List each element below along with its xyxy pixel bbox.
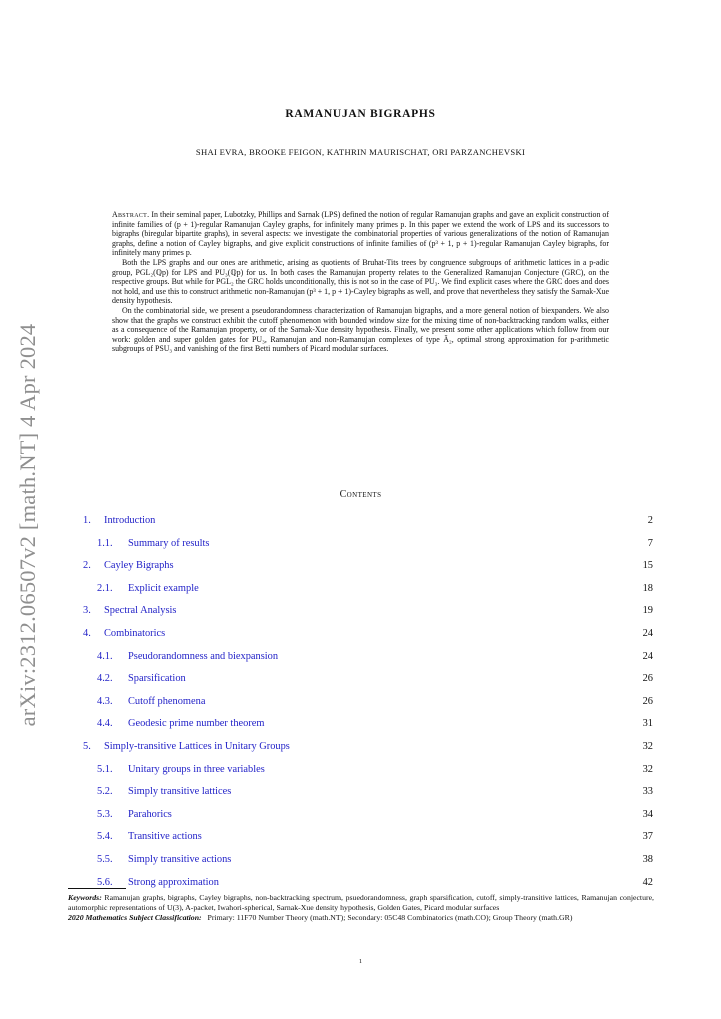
msc-text: Primary: 11F70 Number Theory (math.NT); Secondary: 05C48 Combinatorics (math.CO); Group Theory (math.GR) bbox=[207, 912, 573, 922]
toc-entry-number[interactable]: 5.3. bbox=[97, 808, 113, 820]
toc-entry-page: 24 bbox=[642, 627, 653, 639]
abstract-paragraph-3: On the combinatorial side, we present a pseudorandomness characterization of Ramanujan bigraphs, and a more general notion of biexpanders. We also show that the graphs we construct exhibit the cutoff phenomenon with bounded window size for the mixing time of non-backtracking random walks, either as a consequence of the Ramanujan property, or of the Sarnak-Xue density hypothesis. Finally, we present some other applications which follow from our work: golden and super golden gates for PU₃, Ramanujan and non-Ramanujan complexes of type Ã₂, optimal strong approximation for p-arithmetic subgroups of PSU₃ and vanishing of the first Betti numbers of Picard modular surfaces. bbox=[112, 305, 609, 354]
footnote-rule bbox=[68, 888, 126, 889]
toc-entry-number[interactable]: 3. bbox=[83, 605, 91, 617]
toc-entry-number[interactable]: 4.4. bbox=[97, 718, 113, 730]
toc-entry[interactable] bbox=[83, 782, 653, 805]
toc-entry-number[interactable]: 4.3. bbox=[97, 695, 113, 707]
msc-line bbox=[68, 913, 654, 923]
toc-entry-link[interactable]: Simply transitive actions bbox=[128, 853, 232, 865]
toc-entry-number[interactable]: 5.2. bbox=[97, 786, 113, 798]
toc-entry-number[interactable]: 2. bbox=[83, 560, 91, 572]
toc-entry-number[interactable]: 5.4. bbox=[97, 831, 113, 843]
toc-entry-page: 34 bbox=[642, 808, 653, 820]
toc-entry-page: 31 bbox=[642, 718, 653, 730]
toc-entry-link[interactable]: Unitary groups in three variables bbox=[128, 763, 265, 775]
page-number: 1 bbox=[358, 958, 363, 965]
toc-entry-page: 19 bbox=[642, 605, 653, 617]
toc-entry[interactable] bbox=[83, 850, 653, 873]
arxiv-identifier[interactable]: arXiv:2312.06507v2 [math.NT] 4 Apr 2024 bbox=[15, 323, 40, 727]
toc-entry[interactable] bbox=[83, 647, 653, 670]
toc-entry-number[interactable]: 5.6. bbox=[97, 876, 113, 888]
toc-entry-page: 18 bbox=[642, 582, 653, 594]
keywords-line bbox=[68, 893, 654, 913]
toc-entry[interactable] bbox=[83, 669, 653, 692]
toc-entry-link[interactable]: Cayley Bigraphs bbox=[104, 560, 174, 572]
toc-entry-page: 42 bbox=[642, 876, 653, 888]
abstract-paragraph-2: Both the LPS graphs and our ones are arithmetic, arising as quotients of Bruhat-Tits trees by congruence subgroups of arithmetic lattices in a p-adic group, PGL₂(ℚp) for LPS and PU₃(ℚp) for us. In both cases the Ramanujan property relates to the Generalized Ramanujan Conjecture (GRC), on the respective groups. But while for PGL₂ the GRC holds unconditionally, this is not so in the case of PU₃. We find explicit cases where the GRC does and does not hold, and use this to construct arithmetic non-Ramanujan (p³ + 1, p + 1)-Cayley bigraphs as well, and prove that nevertheless they satisfy the Sarnak-Xue density hypothesis. bbox=[112, 257, 609, 306]
toc-entry-page: 37 bbox=[642, 831, 653, 843]
toc-entry-link[interactable]: Combinatorics bbox=[104, 627, 166, 639]
abstract-text-1: In their seminal paper, Lubotzky, Phillips and Sarnak (LPS) defined the notion of regular Ramanujan graphs and gave an explicit construction of infinite families of (p + 1)-regular Ramanujan Cayley graphs, for infinitely many primes p. In this paper we extend the work of LPS and its successors to bigraphs (biregular bipartite graphs), in several aspects: we investigate the combinatorial properties of various generalizations of the notion of Ramanujan graphs, define a notion of Cayley bigraphs, and give explicit constructions of infinite families of (p³ + 1, p + 1)-regular Ramanujan Cayley bigraphs, for infinitely many primes p. bbox=[112, 210, 609, 258]
toc-entry-link[interactable]: Spectral Analysis bbox=[104, 605, 177, 617]
toc-entry-number[interactable]: 1. bbox=[83, 515, 91, 526]
arxiv-sidebar-stamp bbox=[0, 300, 56, 750]
toc-entry-number[interactable]: 1.1. bbox=[97, 537, 113, 549]
paper-title: RAMANUJAN BIGRAPHS bbox=[285, 108, 436, 120]
toc-entry[interactable] bbox=[83, 805, 653, 828]
contents-heading: Contents bbox=[339, 489, 382, 500]
keywords-label: Keywords: bbox=[68, 893, 102, 902]
toc-entry[interactable] bbox=[83, 827, 653, 850]
toc-entry[interactable] bbox=[83, 534, 653, 557]
toc-entry-number[interactable]: 5. bbox=[83, 740, 91, 752]
toc-entry[interactable] bbox=[83, 579, 653, 602]
toc-entry-page: 24 bbox=[642, 650, 653, 662]
toc-entry-number[interactable]: 4.2. bbox=[97, 673, 113, 685]
toc-entry[interactable] bbox=[83, 624, 653, 647]
toc-entry-page: 38 bbox=[642, 853, 653, 865]
toc-entry[interactable] bbox=[83, 556, 653, 579]
toc-entry-page: 26 bbox=[642, 673, 653, 685]
toc-entry-page: 7 bbox=[647, 537, 653, 549]
abstract-heading: Abstract. bbox=[112, 210, 150, 219]
msc-label: 2020 Mathematics Subject Classification: bbox=[68, 912, 202, 922]
abstract-paragraph-1 bbox=[112, 210, 609, 258]
toc-entry-page: 15 bbox=[642, 560, 653, 572]
toc-entry[interactable] bbox=[83, 873, 653, 896]
toc-entry-link[interactable]: Simply transitive lattices bbox=[128, 786, 232, 798]
toc-entry-number[interactable]: 2.1. bbox=[97, 582, 113, 594]
toc-entry-link[interactable]: Summary of results bbox=[128, 537, 210, 549]
abstract bbox=[112, 210, 609, 354]
toc-entry[interactable] bbox=[83, 737, 653, 760]
toc-entry[interactable] bbox=[83, 511, 653, 534]
toc-entry[interactable] bbox=[83, 601, 653, 624]
toc-entry-number[interactable]: 5.5. bbox=[97, 853, 113, 865]
toc-entry[interactable] bbox=[83, 692, 653, 715]
paper-authors: SHAI EVRA, BROOKE FEIGON, KATHRIN MAURISCHAT, ORI PARZANCHEVSKI bbox=[195, 147, 526, 157]
toc-entry-page: 32 bbox=[642, 740, 653, 752]
toc-entry-link[interactable]: Simply-transitive Lattices in Unitary Groups bbox=[104, 740, 290, 752]
toc-entry-link[interactable]: Explicit example bbox=[128, 582, 199, 594]
toc-entry-number[interactable]: 4. bbox=[83, 627, 91, 639]
toc-entry-link[interactable]: Sparsification bbox=[128, 673, 186, 685]
toc-entry-link[interactable]: Cutoff phenomena bbox=[128, 695, 206, 707]
toc-entry-page: 2 bbox=[647, 515, 653, 526]
toc-entry-link[interactable]: Geodesic prime number theorem bbox=[128, 718, 265, 730]
toc-entry-link[interactable]: Parahorics bbox=[128, 808, 172, 820]
toc-entry-page: 26 bbox=[642, 695, 653, 707]
toc-entry-link[interactable]: Pseudorandomness and biexpansion bbox=[128, 650, 279, 662]
toc-entry-page: 33 bbox=[642, 786, 653, 798]
toc-entry-number[interactable]: 5.1. bbox=[97, 763, 113, 775]
table-of-contents bbox=[83, 511, 653, 895]
keywords-text: Ramanujan graphs, bigraphs, Cayley bigraphs, non-backtracking spectrum, psuedorandomness, graph sparsification, cutoff, simply-transitive lattices, Ramanujan conjecture, automorphic representations of U(3), A-packet, Iwahori-spherical, Sarnak-Xue density hypothesis, Golden Gates, Picard modular surfaces bbox=[68, 893, 655, 912]
toc-entry-page: 32 bbox=[642, 763, 653, 775]
footnote bbox=[68, 893, 654, 923]
toc-entry-link[interactable]: Transitive actions bbox=[128, 831, 202, 843]
toc-entry-link[interactable]: Strong approximation bbox=[128, 876, 219, 888]
toc-entry[interactable] bbox=[83, 760, 653, 783]
toc-entry[interactable] bbox=[83, 714, 653, 737]
toc-entry-link[interactable]: Introduction bbox=[104, 515, 156, 526]
toc-entry-number[interactable]: 4.1. bbox=[97, 650, 113, 662]
